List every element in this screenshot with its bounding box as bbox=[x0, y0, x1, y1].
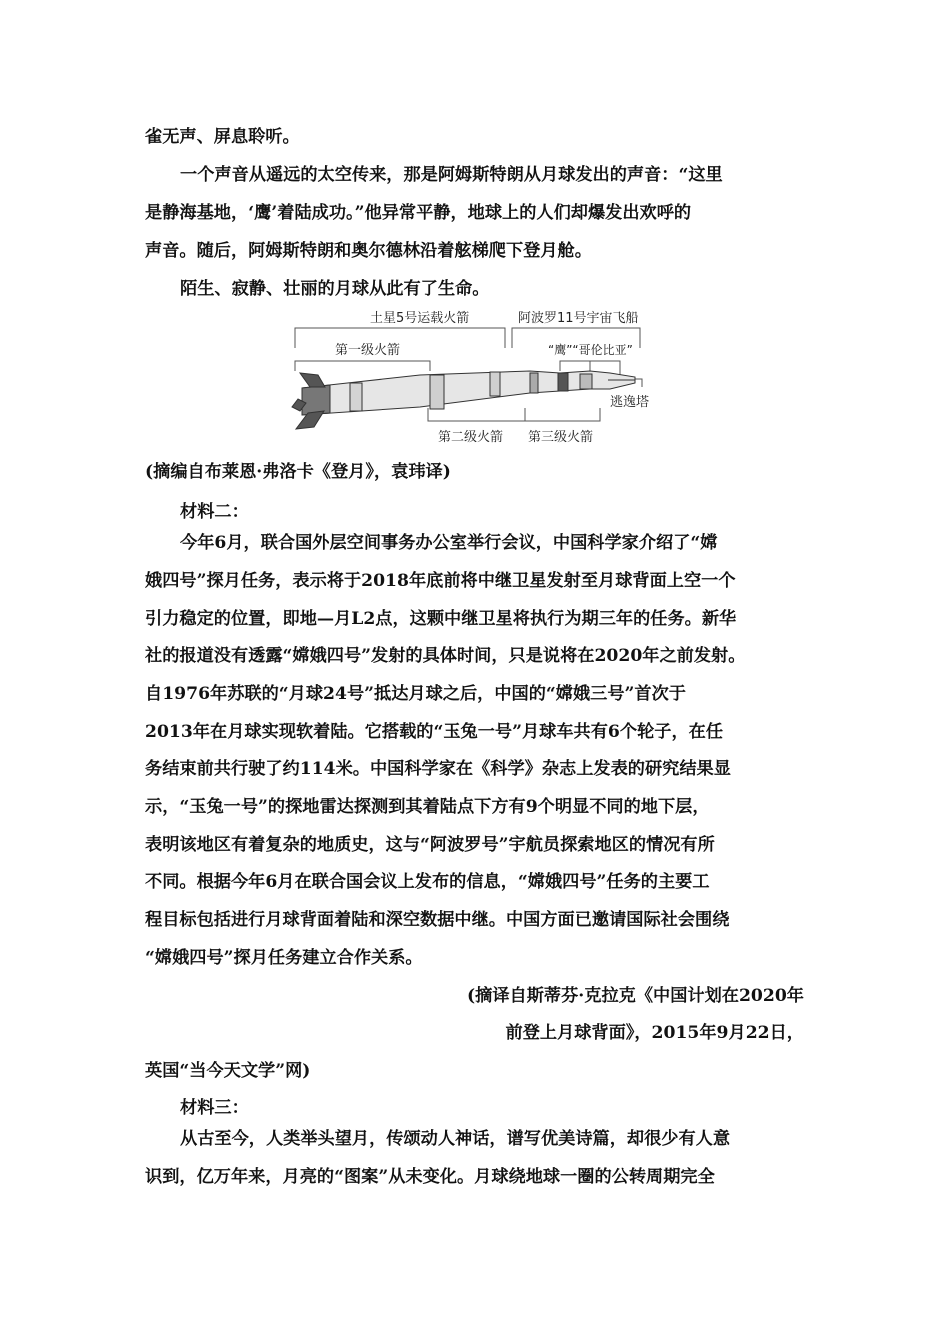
paragraph-line: 社的报道没有透露“嫦娥四号”发射的具体时间，只是说将在2020年之前发射。 bbox=[145, 646, 746, 666]
paragraph-line: 2013年在月球实现软着陆。它搭载的“玉兔一号”月球车共有6个轮子，在任 bbox=[145, 722, 724, 742]
section-title: 材料三： bbox=[180, 1098, 249, 1118]
label-escape: 逃逸塔 bbox=[610, 395, 650, 410]
paragraph-line: 识到，亿万年来，月亮的“图案”从未变化。月球绕地球一圈的公转周期完全 bbox=[145, 1167, 715, 1187]
paragraph-line: 从古至今，人类举头望月，传颂动人神话，谱写优美诗篇，却很少有人意 bbox=[180, 1129, 731, 1149]
label-stage2: 第二级火箭 bbox=[438, 430, 504, 445]
paragraph-line: 娥四号”探月任务，表示将于2018年底前将中继卫星发射至月球背面上空一个 bbox=[145, 571, 736, 591]
label-stage1: 第一级火箭 bbox=[335, 343, 401, 358]
paragraph-line: 雀无声、屏息聆听。 bbox=[145, 127, 300, 147]
source-citation: (摘译自斯蒂芬·克拉克《中国计划在2020年 bbox=[467, 986, 804, 1006]
paragraph-line: 是静海基地，‘鹰’着陆成功。”他异常平静，地球上的人们却爆发出欢呼的 bbox=[145, 203, 692, 223]
paragraph-line: 引力稳定的位置，即地—月L2点，这颗中继卫星将执行为期三年的任务。新华 bbox=[145, 609, 737, 629]
label-stage3: 第三级火箭 bbox=[528, 430, 594, 445]
label-eagle-columbia: “鹰”“哥伦比亚” bbox=[548, 343, 633, 357]
paragraph-line: 一个声音从遥远的太空传来，那是阿姆斯特朗从月球发出的声音：“这里 bbox=[180, 165, 723, 185]
source-citation: (摘编自布莱恩·弗洛卡《登月》，袁玮译) bbox=[145, 462, 451, 482]
source-citation: 前登上月球背面》，2015年9月22日， bbox=[505, 1023, 804, 1043]
paragraph-line: 表明该地区有着复杂的地质史，这与“阿波罗号”宇航员探索地区的情况有所 bbox=[145, 835, 715, 855]
paragraph-line: “嫦娥四号”探月任务建立合作关系。 bbox=[145, 948, 423, 968]
label-apollo: 阿波罗11号宇宙飞船 bbox=[518, 311, 639, 326]
source-citation: 英国“当今天文学”网) bbox=[145, 1061, 311, 1081]
paragraph-line: 务结束前共行驶了约114米。中国科学家在《科学》杂志上发表的研究结果显 bbox=[145, 759, 731, 779]
paragraph-line: 程目标包括进行月球背面着陆和深空数据中继。中国方面已邀请国际社会围绕 bbox=[145, 910, 730, 930]
paragraph-line: 声音。随后，阿姆斯特朗和奥尔德林沿着舷梯爬下登月舱。 bbox=[145, 241, 592, 261]
paragraph-line: 示，“玉兔一号”的探地雷达探测到其着陆点下方有9个明显不同的地下层， bbox=[145, 797, 710, 817]
rocket-diagram bbox=[290, 303, 660, 455]
paragraph-line: 陌生、寂静、壮丽的月球从此有了生命。 bbox=[180, 279, 490, 299]
paragraph-line: 今年6月，联合国外层空间事务办公室举行会议，中国科学家介绍了“嫦 bbox=[180, 533, 718, 553]
paragraph-line: 自1976年苏联的“月球24号”抵达月球之后，中国的“嫦娥三号”首次于 bbox=[145, 684, 686, 704]
label-saturn: 土星5号运载火箭 bbox=[370, 311, 470, 326]
paragraph-line: 不同。根据今年6月在联合国会议上发布的信息，“嫦娥四号”任务的主要工 bbox=[145, 872, 710, 892]
section-title: 材料二： bbox=[180, 502, 249, 522]
